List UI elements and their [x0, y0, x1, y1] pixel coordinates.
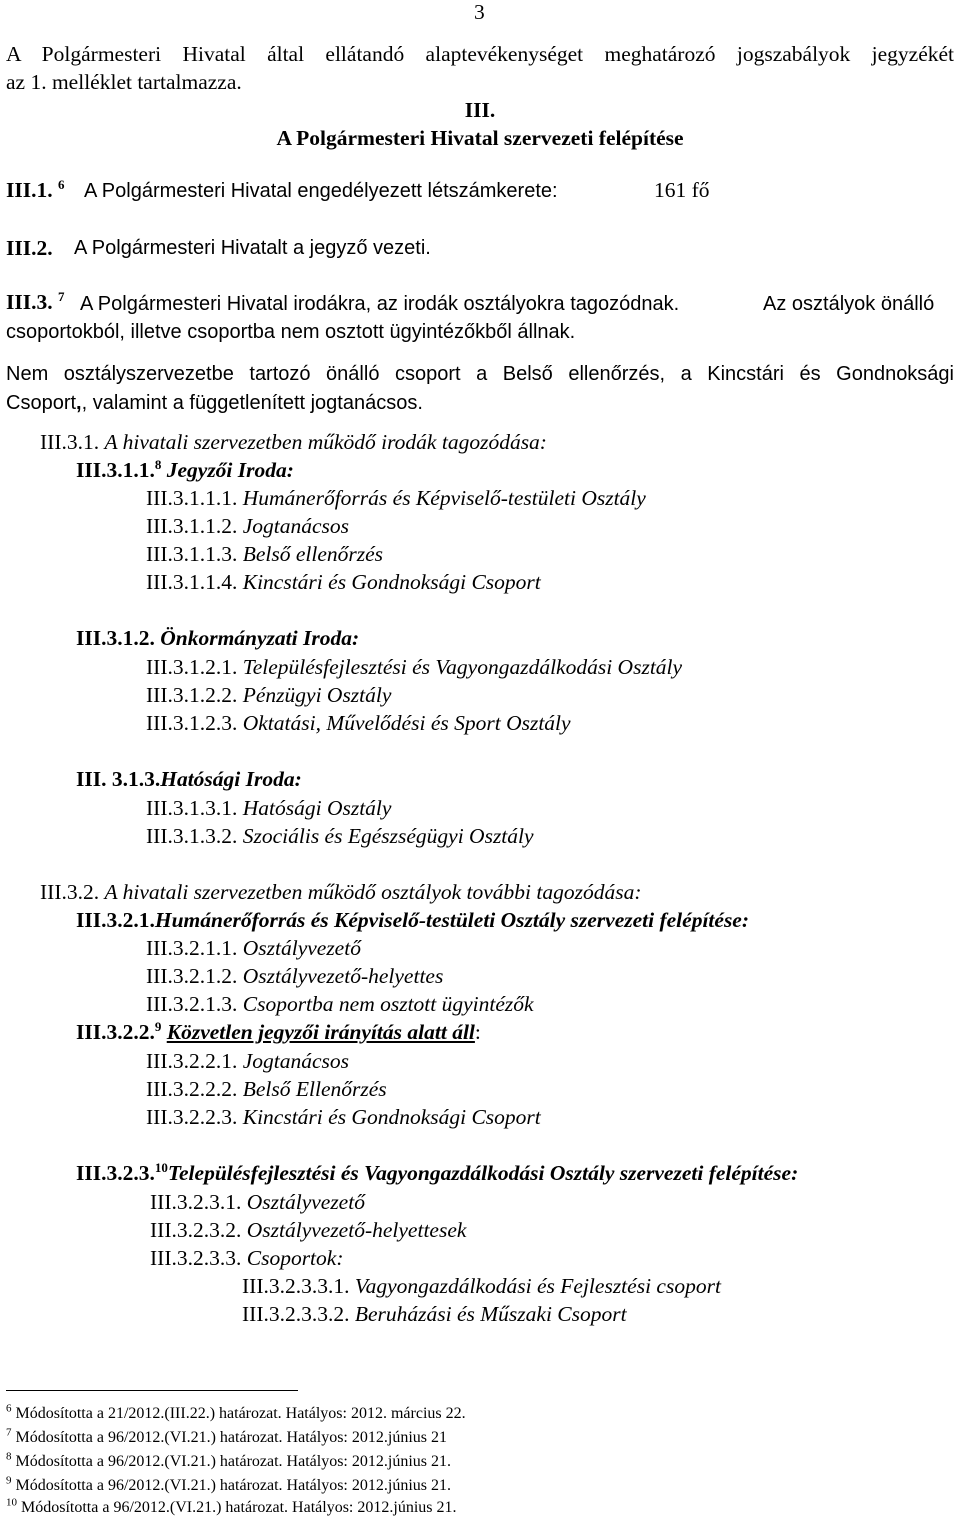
section-number: III. 3.1.3.: [76, 767, 161, 791]
section-iii-3-2-3: [76, 1159, 799, 1185]
footnote: [6, 1474, 451, 1494]
item-text: Kincstári és Gondnoksági Csoport: [242, 570, 541, 594]
item-number: III.3.1.3.1.: [146, 796, 238, 820]
item-text: Jogtanácsos: [242, 1049, 350, 1073]
item-text: Beruházási és Műszaki Csoport: [354, 1302, 627, 1326]
footnote-text: Módosította a 96/2012.(VI.21.) határozat. Hatályos: 2012.június 21.: [21, 1499, 457, 1516]
item-number: III.3.2.2.1.: [146, 1049, 238, 1073]
item-text: Csoportba nem osztott ügyintézők: [242, 992, 534, 1016]
footnote: [6, 1450, 451, 1470]
item-number: III.3.1.1.3.: [146, 542, 238, 566]
footnote-ref: 10: [154, 1159, 168, 1175]
list-item: [150, 1192, 365, 1214]
footnote-ref: 9: [154, 1018, 162, 1034]
list-item: [146, 994, 534, 1016]
footnote-number: 8: [6, 1450, 12, 1463]
headcount-label: A Polgármesteri Hivatal engedélyezett létszámkerete:: [84, 180, 558, 202]
item-text: Osztályvezető: [242, 936, 361, 960]
item-text: Osztályvezető-helyettes: [242, 964, 444, 988]
section-iii-3-2-2: [76, 1018, 481, 1044]
item-text: Kincstári és Gondnoksági Csoport: [242, 1105, 541, 1129]
section-number: III.3.2.2.: [76, 1020, 155, 1044]
footnote-ref: 8: [154, 456, 162, 472]
para-line-2: [6, 393, 423, 413]
item-text: Vagyongazdálkodási és Fejlesztési csoport: [354, 1274, 721, 1298]
item-number: III.3.1.1.4.: [146, 570, 238, 594]
item-text: Osztályvezető: [246, 1190, 365, 1214]
section-title: A hivatali szervezetben működő osztályok további tagozódása:: [104, 880, 642, 904]
footnote-text: Módosította a 96/2012.(VI.21.) határozat. Hatályos: 2012.június 21: [15, 1429, 447, 1446]
section-number: III.2.: [6, 236, 53, 260]
item-text: Szociális és Egészségügyi Osztály: [242, 824, 534, 848]
item-text: Hatósági Osztály: [242, 796, 392, 820]
item-number: III.3.2.3.2.: [150, 1218, 242, 1242]
list-item: [146, 1079, 387, 1101]
item-number: III.3.2.3.1.: [150, 1190, 242, 1214]
list-item: [146, 685, 391, 707]
footnote-text: Módosította a 21/2012.(III.22.) határozat. Hatályos: 2012. március 22.: [15, 1405, 466, 1422]
item-number: III.3.2.1.1.: [146, 936, 238, 960]
section-number: III.3.: [6, 290, 53, 314]
section-title: Jegyzői Iroda:: [166, 458, 294, 482]
item-number: III.3.1.1.1.: [146, 486, 238, 510]
item-text: Pénzügyi Osztály: [242, 683, 392, 707]
footnote-ref: 7: [57, 288, 65, 304]
section-iii-3-1-3: [76, 769, 302, 791]
footnote: [6, 1402, 466, 1422]
item-number: III.3.2.1.3.: [146, 992, 238, 1016]
section-iii-3-1: [40, 432, 547, 454]
section-title: Településfejlesztési és Vagyongazdálkodási Osztály szervezeti felépítése:: [167, 1161, 799, 1185]
para-comma: ,: [76, 392, 82, 414]
chapter-title: A Polgármesteri Hivatal szervezeti felépítése: [276, 126, 684, 150]
item-text: Belső Ellenőrzés: [242, 1077, 387, 1101]
list-item: [150, 1220, 466, 1242]
section-iii-1: [6, 176, 65, 202]
item-text: Jogtanácsos: [242, 514, 350, 538]
item-number: III.3.1.1.2.: [146, 514, 238, 538]
list-item: [146, 488, 646, 510]
section-iii-3-2-1: [76, 910, 749, 932]
section-colon: :: [474, 1020, 481, 1044]
list-item: [146, 544, 383, 566]
list-item: [146, 657, 682, 679]
list-item: [146, 1107, 541, 1129]
footnote-text: Módosította a 96/2012.(VI.21.) határozat. Hatályos: 2012.június 21.: [15, 1477, 451, 1494]
footnote-ref: 6: [57, 176, 65, 192]
section-iii-3-2: [40, 882, 642, 904]
item-number: III.3.1.2.1.: [146, 655, 238, 679]
section-iii-3-1-2: [76, 628, 359, 650]
item-text: Belső ellenőrzés: [242, 542, 384, 566]
item-text: Oktatási, Művelődési és Sport Osztály: [242, 711, 571, 735]
section-title: Önkormányzati Iroda:: [160, 626, 360, 650]
headcount-value: 161 fő: [654, 178, 710, 202]
section-iii-3-text-a: A Polgármesteri Hivatal irodákra, az irodák osztályokra tagozódnak.: [80, 293, 680, 315]
section-number: III.1.: [6, 178, 53, 202]
section-number: III.3.1.: [40, 430, 100, 454]
footnote: [6, 1496, 457, 1516]
intro-line-2: az 1. melléklet tartalmazza.: [6, 70, 242, 94]
section-number: III.3.2.1.: [76, 908, 155, 932]
section-number: III.3.1.2.: [76, 626, 155, 650]
section-iii-3: [6, 288, 65, 314]
section-number: III.3.2.: [40, 880, 100, 904]
section-iii-2-text: A Polgármesteri Hivatalt a jegyző vezeti.: [74, 237, 431, 259]
section-title: Közvetlen jegyzői irányítás alatt áll: [166, 1020, 475, 1044]
section-title: Humánerőforrás és Képviselő-testületi Osztály szervezeti felépítése:: [154, 908, 750, 932]
footnote-number: 9: [6, 1474, 12, 1487]
sub-list-item: [242, 1276, 721, 1298]
list-item: [150, 1248, 343, 1270]
list-item: [146, 798, 391, 820]
item-text: Településfejlesztési és Vagyongazdálkodási Osztály: [242, 655, 683, 679]
list-item: [146, 938, 361, 960]
item-number: III.3.2.2.3.: [146, 1105, 238, 1129]
page-number: 3: [474, 0, 485, 24]
section-number: III.3.2.3.: [76, 1161, 155, 1185]
item-number: III.3.2.3.3.2.: [242, 1302, 350, 1326]
list-item: [146, 572, 541, 594]
section-iii-3-text-b: Az osztályok önálló: [763, 293, 935, 315]
intro-line-1: A Polgármesteri Hivatal által ellátandó alaptevékenységet meghatározó jogszabályok jegyzékét: [6, 42, 954, 66]
para-line-1: Nem osztályszervezetbe tartozó önálló csoport a Belső ellenőrzés, a Kincstári és Gondnoksági: [6, 363, 954, 385]
list-item: [146, 713, 571, 735]
chapter-number: III.: [464, 98, 496, 122]
para-rest: , valamint a függetlenített jogtanácsos.: [81, 392, 423, 414]
footnote-number: 7: [6, 1426, 12, 1439]
footnote: [6, 1426, 447, 1446]
section-title: Hatósági Iroda:: [160, 767, 302, 791]
footnote-number: 10: [6, 1496, 17, 1509]
sub-list-item: [242, 1304, 627, 1326]
item-number: III.3.1.2.2.: [146, 683, 238, 707]
item-number: III.3.2.3.3.: [150, 1246, 242, 1270]
item-number: III.3.2.3.3.1.: [242, 1274, 350, 1298]
list-item: [146, 826, 534, 848]
item-number: III.3.1.2.3.: [146, 711, 238, 735]
footnote-number: 6: [6, 1402, 12, 1415]
item-number: III.3.1.3.2.: [146, 824, 238, 848]
footnote-divider: [6, 1390, 298, 1391]
section-iii-3-1-1: [76, 456, 294, 482]
item-number: III.3.2.2.2.: [146, 1077, 238, 1101]
item-text: Humánerőforrás és Képviselő-testületi Osztály: [242, 486, 646, 510]
list-item: [146, 1051, 349, 1073]
section-title: A hivatali szervezetben működő irodák tagozódása:: [104, 430, 547, 454]
footnote-text: Módosította a 96/2012.(VI.21.) határozat. Hatályos: 2012.június 21.: [15, 1453, 451, 1470]
section-iii-3-text-2: csoportokból, illetve csoportba nem osztott ügyintézőkből állnak.: [6, 321, 576, 343]
item-text: Osztályvezető-helyettesek: [246, 1218, 467, 1242]
list-item: [146, 516, 349, 538]
item-number: III.3.2.1.2.: [146, 964, 238, 988]
item-text: Csoportok:: [246, 1246, 344, 1270]
para-csoport: Csoport: [6, 392, 77, 414]
list-item: [146, 966, 443, 988]
section-number: III.3.1.1.: [76, 458, 155, 482]
